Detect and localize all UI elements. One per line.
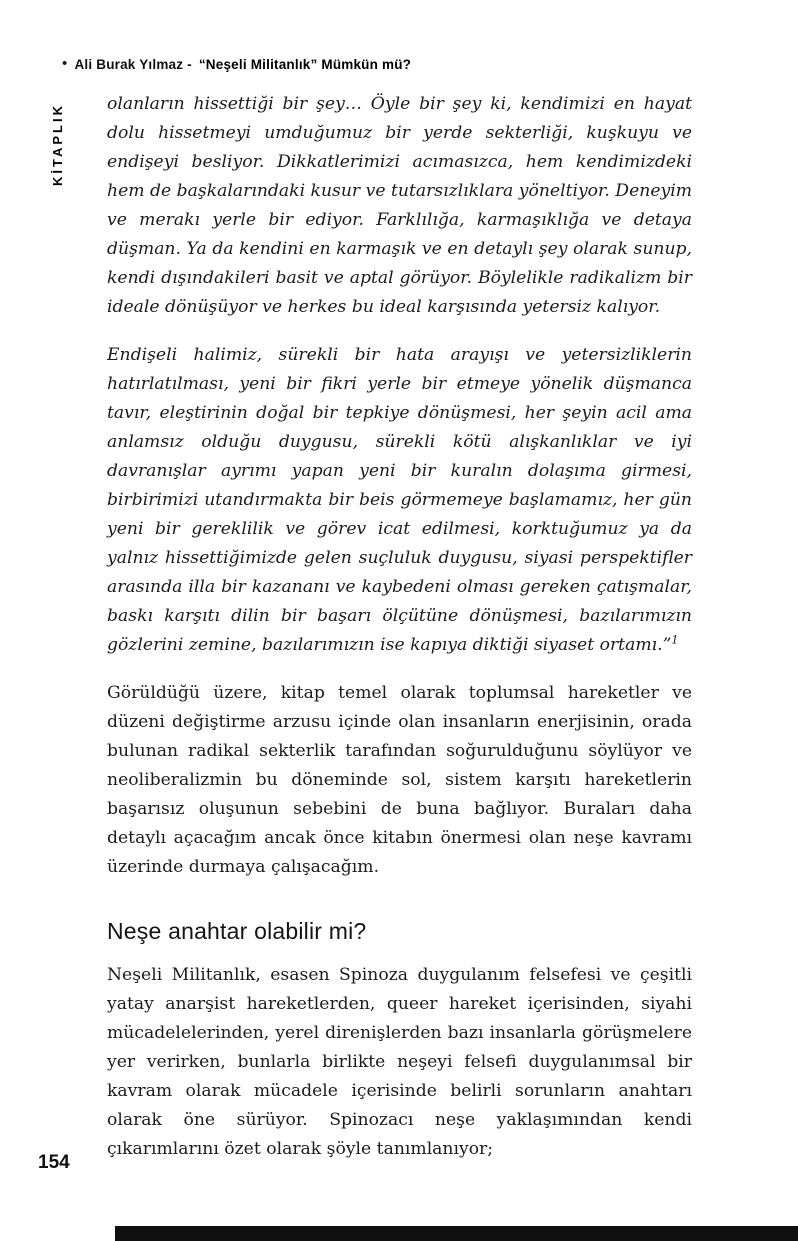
header-book-title: “Neşeli Militanlık” Mümkün mü?: [198, 57, 412, 72]
body-paragraph-quote-1: olanların hissettiği bir şey… Öyle bir şey ki, kendimizi en hayat dolu hissetmeyi umduğumuz bir yerde sekterliği, kuşkuyu ve endişeyi besliyor. Dikkatlerimizi acımasızca, hem kendimizdeki hem de başkalarındaki kusur ve tutarsızlıklara yöneltiyor. Deneyim ve merakı yerle bir ediyor. Farklılığa, karmaşıklığa ve detaya düşman. Ya da kendini en karmaşık ve en detaylı şey olarak sunup, kendi dışındakileri basit ve aptal görüyor. Böylelikle radikalizm bir ideale dönüşüyor ve herkes bu ideal karşısında yetersiz kalıyor.: [107, 94, 692, 317]
body-paragraph-commentary: Görüldüğü üzere, kitap temel olarak toplumsal hareketler ve düzeni değiştirme arzusu içinde olan insanların enerjisinin, orada bulunan radikal sekterlik tarafından soğurulduğunu söylüyor ve neoliberalizmin bu döneminde sol, sistem karşıtı hareketlerin başarısız oluşunun sebebini de buna bağlıyor. Buraları daha detaylı açacağım ancak önce kitabın önermesi olan neşe kavramı üzerinde durmaya çalışacağım.: [107, 683, 692, 877]
section-heading: Neşe anahtar olabilir mi?: [107, 918, 367, 944]
header-bullet-icon: •: [62, 55, 68, 72]
running-header: [62, 57, 411, 72]
footnote-marker: 1: [671, 633, 679, 647]
header-author: Ali Burak Yılmaz -: [74, 57, 192, 72]
spine-label: KİTAPLIK: [50, 103, 65, 186]
body-paragraph-quote-2: [107, 341, 692, 660]
bottom-decorative-bar: [115, 1226, 798, 1241]
quote-text: Endişeli halimiz, sürekli bir hata arayışı ve yetersizliklerin hatırlatılması, yeni bir fikri yerle bir etmeye yönelik düşmanca tavır, eleştirinin doğal bir tepkiye dönüşmesi, her şeyin acil ama anlamsız olduğu duygusu, sürekli kötü alışkanlıklar ve iyi davranışlar ayrımı yapan yeni bir kuralın dolaşıma girmesi, birbirimizi utandırmakta bir beis görmemeye başlamamız, her gün yeni bir gereklilik ve görev icat edilmesi, korktuğumuz ya da yalnız hissettiğimizde gelen suçluluk duygusu, siyasi perspektifler arasında illa bir kazananı ve kaybedeni olması gereken çatışmalar, baskı karşıtı dilin bir başarı ölçütüne dönüşmesi, bazılarımızın gözlerini zemine, bazılarımızın ise kapıya diktiği siyaset ortamı.”: [107, 345, 692, 655]
body-paragraph-commentary-2: Neşeli Militanlık, esasen Spinoza duygulanım felsefesi ve çeşitli yatay anarşist hareketlerden, queer hareket içerisinden, siyahi mücadelelerinden, yerel direnişlerden bazı insanlarla görüşmelere yer verirken, bunlarla birlikte neşeyi felsefi duygulanımsal bir kavram olarak mücadele içerisinde belirli sorunların anahtarı olarak öne sürüyor. Spinozacı neşe yaklaşımından kendi çıkarımlarını özet olarak şöyle tanımlanıyor;: [107, 965, 692, 1159]
text-column: [107, 90, 692, 1183]
page-number: 154: [38, 1152, 70, 1173]
